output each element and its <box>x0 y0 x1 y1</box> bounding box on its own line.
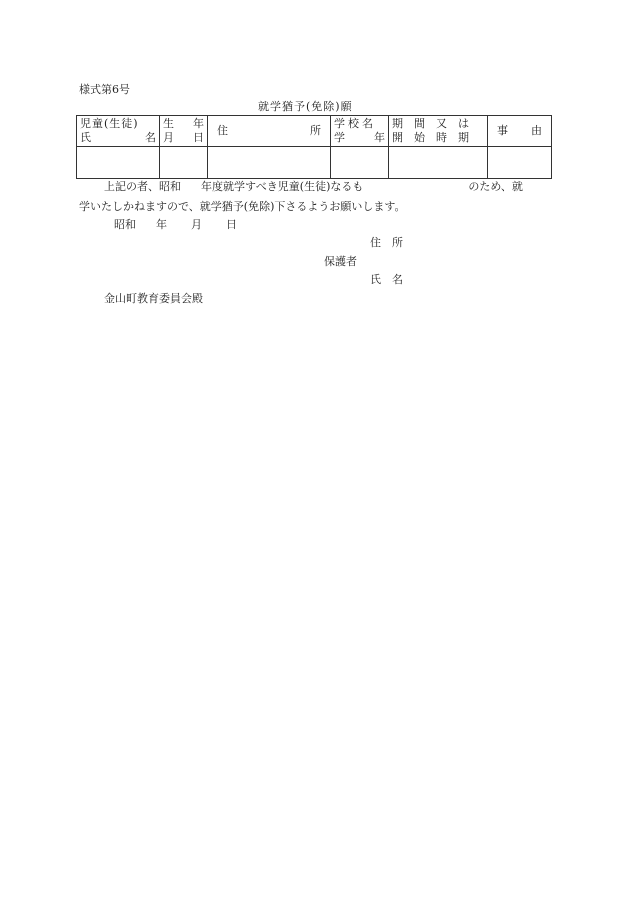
header-address-b: 所 <box>310 124 321 137</box>
header-reason-a: 事 <box>497 124 508 137</box>
addressee: 金山町教育委員会殿 <box>104 292 203 305</box>
birthdate-cell[interactable] <box>160 147 208 179</box>
para1-part-b: 年度就学すべき児童(生徒)なるも <box>201 180 364 193</box>
guardian-name-label <box>370 274 403 285</box>
address-label-a: 住 <box>370 236 381 249</box>
document-title: 就学猶予(免除)願 <box>258 100 353 113</box>
date-day: 日 <box>226 218 237 231</box>
header-period-line2: 開始時期 <box>392 131 480 144</box>
header-student-line1: 児童(生徒) <box>80 117 139 130</box>
table-header-row <box>77 116 552 147</box>
address-cell[interactable] <box>208 147 331 179</box>
header-birthdate <box>160 116 208 147</box>
header-student-line2b: 名 <box>145 131 156 144</box>
header-birth-line2a: 月 <box>163 131 174 144</box>
header-school-line1: 学校名 <box>334 117 376 130</box>
header-period <box>389 116 488 147</box>
header-address <box>208 116 331 147</box>
date-month: 月 <box>191 218 202 231</box>
form-number: 様式第6号 <box>79 83 130 96</box>
date-line <box>114 219 237 230</box>
para1-part-c: のため、就 <box>468 180 523 193</box>
para1-part-a: 上記の者、昭和 <box>104 180 181 193</box>
header-student-line2a: 氏 <box>80 131 91 144</box>
header-reason <box>488 116 552 147</box>
name-label-b: 名 <box>392 273 403 286</box>
application-table <box>76 115 552 179</box>
address-label-b: 所 <box>392 236 403 249</box>
guardian-label: 保護者 <box>324 255 357 268</box>
header-school-line2a: 学 <box>334 131 345 144</box>
header-student-name <box>77 116 160 147</box>
header-reason-b: 由 <box>531 124 542 137</box>
header-period-line1: 期間又は <box>392 117 480 130</box>
request-paragraph-line2: 学いたしかねますので、就学猶予(免除)下さるようお願いします。 <box>79 200 406 213</box>
header-school <box>331 116 389 147</box>
header-birth-line1b: 年 <box>193 117 204 130</box>
guardian-address-label <box>370 237 403 248</box>
reason-cell[interactable] <box>488 147 552 179</box>
school-grade-cell[interactable] <box>331 147 389 179</box>
name-label-a: 氏 <box>370 273 381 286</box>
table-row <box>77 147 552 179</box>
header-school-line2b: 年 <box>374 131 385 144</box>
period-cell[interactable] <box>389 147 488 179</box>
date-era: 昭和 <box>114 218 136 231</box>
request-paragraph-line1 <box>104 181 523 192</box>
header-address-a: 住 <box>217 124 228 137</box>
header-birth-line1a: 生 <box>163 117 174 130</box>
student-name-cell[interactable] <box>77 147 160 179</box>
date-year: 年 <box>156 218 167 231</box>
header-birth-line2b: 日 <box>193 131 204 144</box>
